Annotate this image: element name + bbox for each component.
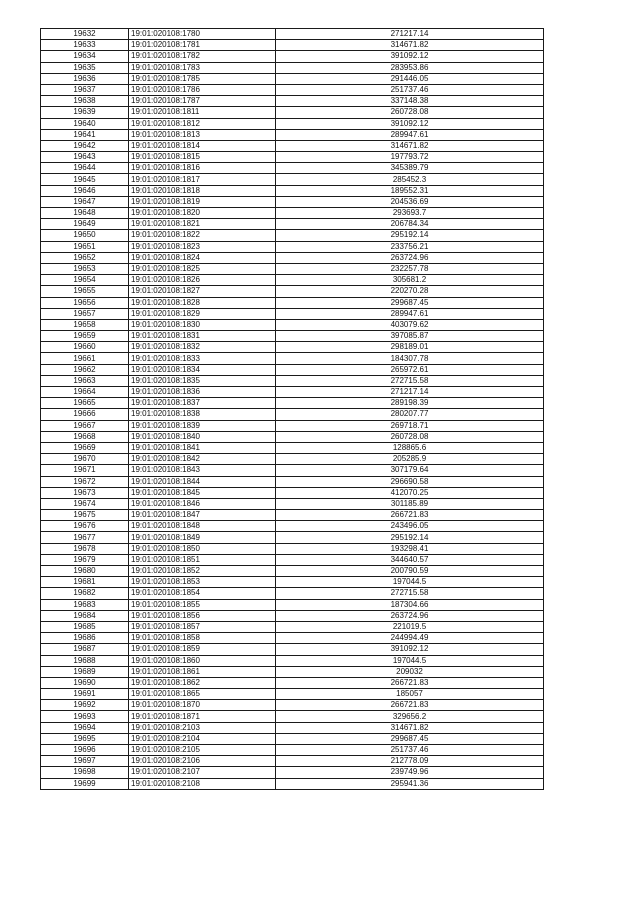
table-row	[41, 554, 544, 565]
cadastral-value-cell: 307179.64	[276, 465, 544, 476]
table-row	[41, 62, 544, 73]
cadastral-number-cell: 19:01:020108:2106	[129, 756, 276, 767]
cadastral-value-cell: 260728.08	[276, 431, 544, 442]
cadastral-number-cell: 19:01:020108:1780	[129, 29, 276, 40]
table-row	[41, 521, 544, 532]
table-row	[41, 40, 544, 51]
table-row	[41, 767, 544, 778]
row-number-cell: 19683	[41, 599, 129, 610]
table-row	[41, 599, 544, 610]
cadastral-number-cell: 19:01:020108:1786	[129, 84, 276, 95]
cadastral-value-cell: 272715.58	[276, 375, 544, 386]
cadastral-value-cell: 329656.2	[276, 711, 544, 722]
row-number-cell: 19689	[41, 666, 129, 677]
cadastral-value-cell: 189552.31	[276, 185, 544, 196]
table-row	[41, 689, 544, 700]
cadastral-value-cell: 263724.96	[276, 610, 544, 621]
row-number-cell: 19699	[41, 778, 129, 789]
cadastral-value-cell: 185057	[276, 689, 544, 700]
cadastral-value-cell: 260728.08	[276, 107, 544, 118]
cadastral-value-cell: 391092.12	[276, 51, 544, 62]
cadastral-value-cell: 205285.9	[276, 454, 544, 465]
row-number-cell: 19697	[41, 756, 129, 767]
cadastral-number-cell: 19:01:020108:1842	[129, 454, 276, 465]
cadastral-number-cell: 19:01:020108:1826	[129, 275, 276, 286]
row-number-cell: 19646	[41, 185, 129, 196]
cadastral-number-cell: 19:01:020108:1845	[129, 487, 276, 498]
row-number-cell: 19644	[41, 163, 129, 174]
cadastral-value-cell: 291446.05	[276, 73, 544, 84]
cadastral-number-cell: 19:01:020108:1785	[129, 73, 276, 84]
cadastral-value-cell: 265972.61	[276, 364, 544, 375]
row-number-cell: 19658	[41, 319, 129, 330]
row-number-cell: 19682	[41, 588, 129, 599]
cadastral-number-cell: 19:01:020108:1839	[129, 420, 276, 431]
cadastral-value-cell: 344640.57	[276, 554, 544, 565]
cadastral-number-cell: 19:01:020108:1858	[129, 633, 276, 644]
cadastral-number-cell: 19:01:020108:1818	[129, 185, 276, 196]
table-row	[41, 700, 544, 711]
row-number-cell: 19671	[41, 465, 129, 476]
table-row	[41, 510, 544, 521]
row-number-cell: 19661	[41, 353, 129, 364]
cadastral-number-cell: 19:01:020108:1814	[129, 140, 276, 151]
row-number-cell: 19695	[41, 733, 129, 744]
cadastral-number-cell: 19:01:020108:1851	[129, 554, 276, 565]
cadastral-number-cell: 19:01:020108:1835	[129, 375, 276, 386]
table-row	[41, 152, 544, 163]
row-number-cell: 19670	[41, 454, 129, 465]
cadastral-number-cell: 19:01:020108:1861	[129, 666, 276, 677]
table-row	[41, 185, 544, 196]
cadastral-value-cell: 232257.78	[276, 263, 544, 274]
row-number-cell: 19637	[41, 84, 129, 95]
row-number-cell: 19693	[41, 711, 129, 722]
table-row	[41, 655, 544, 666]
cadastral-value-cell: 283953.86	[276, 62, 544, 73]
table-row	[41, 84, 544, 95]
cadastral-number-cell: 19:01:020108:1813	[129, 129, 276, 140]
table-row	[41, 252, 544, 263]
table-row	[41, 263, 544, 274]
cadastral-number-cell: 19:01:020108:1832	[129, 342, 276, 353]
table-row	[41, 308, 544, 319]
cadastral-number-cell: 19:01:020108:1853	[129, 577, 276, 588]
table-row	[41, 96, 544, 107]
table-row	[41, 733, 544, 744]
cadastral-value-cell: 184307.78	[276, 353, 544, 364]
cadastral-number-cell: 19:01:020108:1783	[129, 62, 276, 73]
row-number-cell: 19652	[41, 252, 129, 263]
cadastral-value-cell: 337148.38	[276, 96, 544, 107]
table-row	[41, 745, 544, 756]
cadastral-value-cell: 206784.34	[276, 219, 544, 230]
cadastral-number-cell: 19:01:020108:1820	[129, 208, 276, 219]
table-row	[41, 364, 544, 375]
row-number-cell: 19687	[41, 644, 129, 655]
table-row	[41, 230, 544, 241]
cadastral-number-cell: 19:01:020108:1846	[129, 498, 276, 509]
table-row	[41, 241, 544, 252]
cadastral-number-cell: 19:01:020108:1823	[129, 241, 276, 252]
row-number-cell: 19657	[41, 308, 129, 319]
cadastral-value-cell: 412070.25	[276, 487, 544, 498]
table-row	[41, 409, 544, 420]
cadastral-value-cell: 197793.72	[276, 152, 544, 163]
table-row	[41, 420, 544, 431]
cadastral-number-cell: 19:01:020108:1828	[129, 297, 276, 308]
table-row	[41, 29, 544, 40]
cadastral-number-cell: 19:01:020108:2105	[129, 745, 276, 756]
cadastral-value-cell: 345389.79	[276, 163, 544, 174]
row-number-cell: 19648	[41, 208, 129, 219]
cadastral-value-cell: 314671.82	[276, 40, 544, 51]
table-row	[41, 319, 544, 330]
cadastral-value-cell: 197044.5	[276, 655, 544, 666]
table-row	[41, 498, 544, 509]
row-number-cell: 19654	[41, 275, 129, 286]
row-number-cell: 19690	[41, 677, 129, 688]
row-number-cell: 19678	[41, 543, 129, 554]
cadastral-value-cell: 295192.14	[276, 532, 544, 543]
row-number-cell: 19651	[41, 241, 129, 252]
cadastral-value-cell: 293693.7	[276, 208, 544, 219]
table-row	[41, 297, 544, 308]
cadastral-value-cell: 204536.69	[276, 196, 544, 207]
cadastral-value-cell: 209032	[276, 666, 544, 677]
cadastral-value-cell: 301185.89	[276, 498, 544, 509]
row-number-cell: 19685	[41, 621, 129, 632]
cadastral-value-cell: 299687.45	[276, 297, 544, 308]
cadastral-value-cell: 200790.59	[276, 566, 544, 577]
table-row	[41, 610, 544, 621]
table-row	[41, 331, 544, 342]
cadastral-value-cell: 187304.66	[276, 599, 544, 610]
cadastral-number-cell: 19:01:020108:2108	[129, 778, 276, 789]
row-number-cell: 19638	[41, 96, 129, 107]
table-row	[41, 465, 544, 476]
row-number-cell: 19698	[41, 767, 129, 778]
cadastral-number-cell: 19:01:020108:1822	[129, 230, 276, 241]
table-row	[41, 73, 544, 84]
row-number-cell: 19643	[41, 152, 129, 163]
cadastral-number-cell: 19:01:020108:1821	[129, 219, 276, 230]
table-row	[41, 621, 544, 632]
cadastral-value-cell: 244994.49	[276, 633, 544, 644]
row-number-cell: 19635	[41, 62, 129, 73]
cadastral-value-cell: 391092.12	[276, 644, 544, 655]
cadastral-value-cell: 251737.46	[276, 745, 544, 756]
cadastral-value-cell: 285452.3	[276, 174, 544, 185]
row-number-cell: 19666	[41, 409, 129, 420]
cadastral-number-cell: 19:01:020108:1865	[129, 689, 276, 700]
cadastral-value-cell: 266721.83	[276, 510, 544, 521]
row-number-cell: 19640	[41, 118, 129, 129]
cadastral-number-cell: 19:01:020108:1817	[129, 174, 276, 185]
cadastral-number-cell: 19:01:020108:1831	[129, 331, 276, 342]
cadastral-number-cell: 19:01:020108:1850	[129, 543, 276, 554]
cadastral-number-cell: 19:01:020108:1812	[129, 118, 276, 129]
table-row	[41, 140, 544, 151]
cadastral-value-cell: 212778.09	[276, 756, 544, 767]
table-row	[41, 286, 544, 297]
row-number-cell: 19645	[41, 174, 129, 185]
table-row	[41, 588, 544, 599]
table-row	[41, 107, 544, 118]
table-row	[41, 532, 544, 543]
row-number-cell: 19653	[41, 263, 129, 274]
row-number-cell: 19673	[41, 487, 129, 498]
row-number-cell: 19647	[41, 196, 129, 207]
row-number-cell: 19642	[41, 140, 129, 151]
cadastral-number-cell: 19:01:020108:1848	[129, 521, 276, 532]
row-number-cell: 19681	[41, 577, 129, 588]
cadastral-number-cell: 19:01:020108:1841	[129, 442, 276, 453]
cadastral-number-cell: 19:01:020108:1860	[129, 655, 276, 666]
cadastral-number-cell: 19:01:020108:1843	[129, 465, 276, 476]
cadastral-number-cell: 19:01:020108:1854	[129, 588, 276, 599]
table-row	[41, 666, 544, 677]
cadastral-value-cell: 403079.62	[276, 319, 544, 330]
cadastral-number-cell: 19:01:020108:1838	[129, 409, 276, 420]
row-number-cell: 19636	[41, 73, 129, 84]
cadastral-value-cell: 295192.14	[276, 230, 544, 241]
cadastral-number-cell: 19:01:020108:1849	[129, 532, 276, 543]
cadastral-number-cell: 19:01:020108:1855	[129, 599, 276, 610]
cadastral-value-cell: 266721.83	[276, 677, 544, 688]
table-row	[41, 129, 544, 140]
table-row	[41, 677, 544, 688]
cadastral-number-cell: 19:01:020108:1844	[129, 476, 276, 487]
cadastral-number-cell: 19:01:020108:1836	[129, 387, 276, 398]
cadastral-number-cell: 19:01:020108:1837	[129, 398, 276, 409]
cadastral-value-cell: 243496.05	[276, 521, 544, 532]
table-row	[41, 196, 544, 207]
table-row	[41, 756, 544, 767]
row-number-cell: 19686	[41, 633, 129, 644]
row-number-cell: 19680	[41, 566, 129, 577]
table-row	[41, 644, 544, 655]
row-number-cell: 19675	[41, 510, 129, 521]
cadastral-value-cell: 272715.58	[276, 588, 544, 599]
cadastral-value-cell: 239749.96	[276, 767, 544, 778]
cadastral-number-cell: 19:01:020108:1862	[129, 677, 276, 688]
table-row	[41, 118, 544, 129]
row-number-cell: 19650	[41, 230, 129, 241]
cadastral-value-cell: 391092.12	[276, 118, 544, 129]
row-number-cell: 19655	[41, 286, 129, 297]
table-row	[41, 633, 544, 644]
table-row	[41, 711, 544, 722]
row-number-cell: 19667	[41, 420, 129, 431]
cadastral-value-cell: 266721.83	[276, 700, 544, 711]
table-row	[41, 51, 544, 62]
table-body	[41, 29, 544, 790]
row-number-cell: 19633	[41, 40, 129, 51]
cadastral-value-cell: 271217.14	[276, 29, 544, 40]
cadastral-number-cell: 19:01:020108:1834	[129, 364, 276, 375]
table-row	[41, 275, 544, 286]
table-row	[41, 163, 544, 174]
row-number-cell: 19663	[41, 375, 129, 386]
row-number-cell: 19660	[41, 342, 129, 353]
cadastral-value-cell: 221019.5	[276, 621, 544, 632]
table-row	[41, 454, 544, 465]
cadastral-value-cell: 299687.45	[276, 733, 544, 744]
cadastral-number-cell: 19:01:020108:1871	[129, 711, 276, 722]
row-number-cell: 19696	[41, 745, 129, 756]
table-row	[41, 442, 544, 453]
table-row	[41, 431, 544, 442]
row-number-cell: 19639	[41, 107, 129, 118]
cadastral-value-cell: 233756.21	[276, 241, 544, 252]
cadastral-number-cell: 19:01:020108:1840	[129, 431, 276, 442]
cadastral-value-cell: 269718.71	[276, 420, 544, 431]
cadastral-number-cell: 19:01:020108:1781	[129, 40, 276, 51]
cadastral-value-cell: 295941.36	[276, 778, 544, 789]
cadastral-number-cell: 19:01:020108:1782	[129, 51, 276, 62]
row-number-cell: 19664	[41, 387, 129, 398]
row-number-cell: 19692	[41, 700, 129, 711]
cadastral-number-cell: 19:01:020108:1827	[129, 286, 276, 297]
cadastral-number-cell: 19:01:020108:1859	[129, 644, 276, 655]
cadastral-number-cell: 19:01:020108:1824	[129, 252, 276, 263]
row-number-cell: 19672	[41, 476, 129, 487]
table-row	[41, 208, 544, 219]
cadastral-value-cell: 128865.6	[276, 442, 544, 453]
table-row	[41, 353, 544, 364]
cadastral-number-cell: 19:01:020108:1815	[129, 152, 276, 163]
cadastral-value-cell: 251737.46	[276, 84, 544, 95]
cadastral-number-cell: 19:01:020108:2107	[129, 767, 276, 778]
table-row	[41, 174, 544, 185]
cadastral-number-cell: 19:01:020108:1847	[129, 510, 276, 521]
table-row	[41, 577, 544, 588]
row-number-cell: 19649	[41, 219, 129, 230]
cadastral-number-cell: 19:01:020108:1852	[129, 566, 276, 577]
table-row	[41, 398, 544, 409]
table-row	[41, 476, 544, 487]
cadastral-number-cell: 19:01:020108:2103	[129, 722, 276, 733]
cadastral-value-table	[40, 28, 544, 790]
cadastral-number-cell: 19:01:020108:1819	[129, 196, 276, 207]
cadastral-value-cell: 220270.28	[276, 286, 544, 297]
row-number-cell: 19634	[41, 51, 129, 62]
table-row	[41, 566, 544, 577]
cadastral-value-cell: 263724.96	[276, 252, 544, 263]
row-number-cell: 19679	[41, 554, 129, 565]
row-number-cell: 19665	[41, 398, 129, 409]
cadastral-number-cell: 19:01:020108:1830	[129, 319, 276, 330]
cadastral-value-cell: 289198.39	[276, 398, 544, 409]
table-row	[41, 487, 544, 498]
cadastral-value-cell: 296690.58	[276, 476, 544, 487]
table-row	[41, 722, 544, 733]
cadastral-value-cell: 314671.82	[276, 140, 544, 151]
cadastral-number-cell: 19:01:020108:1816	[129, 163, 276, 174]
cadastral-number-cell: 19:01:020108:1833	[129, 353, 276, 364]
table-row	[41, 342, 544, 353]
cadastral-value-cell: 314671.82	[276, 722, 544, 733]
row-number-cell: 19691	[41, 689, 129, 700]
cadastral-value-cell: 305681.2	[276, 275, 544, 286]
cadastral-value-cell: 193298.41	[276, 543, 544, 554]
row-number-cell: 19656	[41, 297, 129, 308]
cadastral-number-cell: 19:01:020108:1857	[129, 621, 276, 632]
row-number-cell: 19668	[41, 431, 129, 442]
row-number-cell: 19676	[41, 521, 129, 532]
cadastral-number-cell: 19:01:020108:1856	[129, 610, 276, 621]
row-number-cell: 19669	[41, 442, 129, 453]
row-number-cell: 19641	[41, 129, 129, 140]
cadastral-number-cell: 19:01:020108:2104	[129, 733, 276, 744]
row-number-cell: 19688	[41, 655, 129, 666]
cadastral-value-cell: 271217.14	[276, 387, 544, 398]
cadastral-number-cell: 19:01:020108:1870	[129, 700, 276, 711]
row-number-cell: 19677	[41, 532, 129, 543]
row-number-cell: 19694	[41, 722, 129, 733]
cadastral-number-cell: 19:01:020108:1787	[129, 96, 276, 107]
cadastral-value-cell: 280207.77	[276, 409, 544, 420]
table-row	[41, 219, 544, 230]
row-number-cell: 19659	[41, 331, 129, 342]
row-number-cell: 19632	[41, 29, 129, 40]
cadastral-value-cell: 298189.01	[276, 342, 544, 353]
table-row	[41, 375, 544, 386]
row-number-cell: 19684	[41, 610, 129, 621]
cadastral-number-cell: 19:01:020108:1829	[129, 308, 276, 319]
table-row	[41, 778, 544, 789]
cadastral-number-cell: 19:01:020108:1825	[129, 263, 276, 274]
row-number-cell: 19674	[41, 498, 129, 509]
cadastral-value-cell: 197044.5	[276, 577, 544, 588]
table-row	[41, 387, 544, 398]
cadastral-value-cell: 289947.61	[276, 308, 544, 319]
cadastral-value-cell: 289947.61	[276, 129, 544, 140]
cadastral-value-cell: 397085.87	[276, 331, 544, 342]
table-row	[41, 543, 544, 554]
row-number-cell: 19662	[41, 364, 129, 375]
cadastral-number-cell: 19:01:020108:1811	[129, 107, 276, 118]
